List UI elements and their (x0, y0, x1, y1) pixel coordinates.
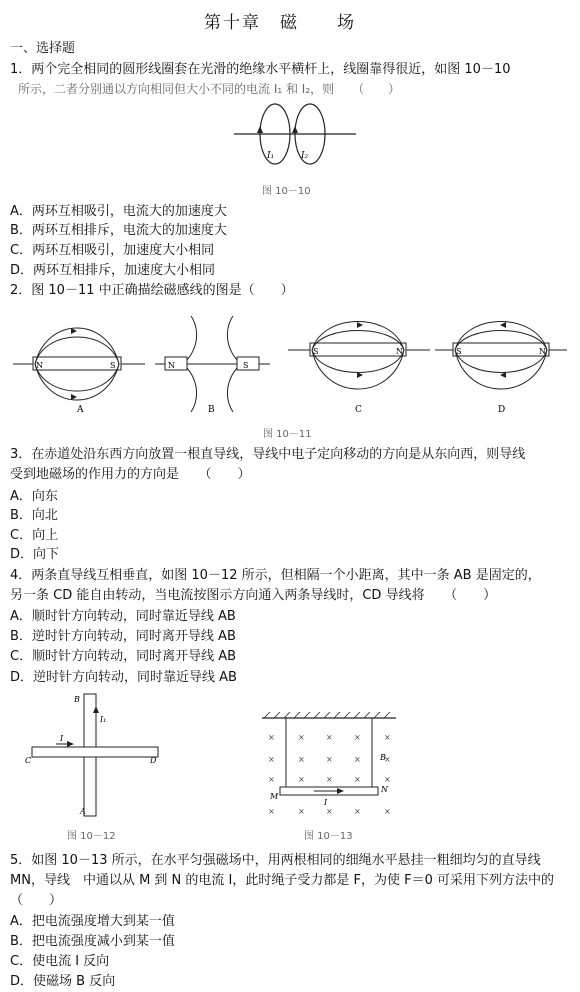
svg-text:×: × (298, 755, 305, 764)
fig10-13-hatch (264, 712, 390, 718)
figure-10-13 (258, 712, 400, 824)
fig10-13-label-i: I (324, 798, 328, 807)
panel-a-arrow (71, 394, 77, 400)
svg-text:×: × (298, 775, 305, 784)
panel-a-pole-left: N (36, 361, 43, 370)
fig10-12-label-a: A (80, 807, 86, 816)
section-heading: 一、选择题 (10, 41, 76, 56)
panel-a-pole-right: S (110, 361, 116, 370)
q4-option-b: B．逆时针方向转动，同时离开导线 AB (10, 629, 236, 644)
panel-c-label: C (355, 405, 362, 415)
panel-a-arrow (71, 328, 77, 334)
panel-a-magnet (33, 357, 121, 370)
q1-stem-line1: 1．两个完全相同的圆形线圈套在光滑的绝缘水平横杆上，线圈靠得很近，如图 10－10 (10, 62, 511, 77)
fig10-12-label-i1: I₁ (100, 715, 107, 724)
figure-10-11 (5, 310, 570, 422)
fig10-12-arrowhead-i (67, 741, 74, 747)
panel-c-pole-left: S (313, 347, 319, 356)
q3-option-d: D．向下 (10, 547, 60, 562)
panel-c-magnet (310, 343, 406, 356)
figure-10-10 (230, 100, 360, 180)
panel-a-label: A (77, 405, 84, 415)
q5-stem-line3: （ ） (10, 893, 63, 908)
q5-option-a: A．把电流强度增大到某一值 (10, 914, 175, 929)
panel-c-pole-right: N (396, 347, 403, 356)
page-title: 第十章 磁 场 (204, 13, 356, 33)
fig10-13-label-m: M (270, 792, 279, 801)
svg-text:×: × (384, 807, 391, 816)
svg-text:×: × (298, 733, 305, 742)
fig10-11-panel-c (288, 322, 430, 416)
q3-option-a: A．向东 (10, 489, 58, 504)
panel-b-line (227, 368, 237, 412)
svg-text:×: × (384, 733, 391, 742)
panel-b-pole-right: S (243, 361, 249, 370)
q1-option-b: B．两环互相排斥，电流大的加速度大 (10, 223, 227, 238)
q4-option-d: D．逆时针方向转动，同时靠近导线 AB (10, 670, 237, 685)
q1-stem-line2: 所示，二者分别通以方向相同但大小不同的电流 I₁ 和 I₂，则 （ ） (18, 82, 401, 96)
q4-option-c: C．顺时针方向转动，同时离开导线 AB (10, 649, 237, 664)
fig10-10-label-i1: I₁ (267, 151, 275, 161)
q3-option-b: B．向北 (10, 508, 58, 523)
fig10-12-label-c: C (25, 756, 32, 765)
svg-text:×: × (326, 733, 333, 742)
svg-text:×: × (298, 807, 305, 816)
svg-text:×: × (268, 755, 275, 764)
fig10-10-label-i2: I₂ (301, 151, 309, 161)
q3-stem-line1: 3．在赤道处沿东西方向放置一根直导线，导线中电子定向移动的方向是从东向西，则导线 (10, 447, 526, 462)
svg-text:×: × (354, 807, 361, 816)
panel-b-line (227, 316, 237, 360)
panel-d-label: D (498, 405, 506, 415)
svg-text:×: × (354, 755, 361, 764)
panel-d-pole-right: N (539, 347, 546, 356)
q3-option-c: C．向上 (10, 528, 59, 543)
q4-stem-line2: 另一条 CD 能自由转动，当电流按图示方向通入两条导线时，CD 导线将 （ ） (10, 588, 497, 603)
fig10-13-label-n: N (381, 785, 388, 794)
svg-text:×: × (268, 807, 275, 816)
fig10-10-arrow-2 (292, 126, 298, 133)
fig10-12-label-i: I (60, 734, 64, 743)
panel-b-line (187, 368, 197, 412)
q1-option-c: C．两环互相吸引，加速度大小相同 (10, 243, 215, 258)
fig10-11-panel-b (155, 316, 270, 415)
q1-option-a: A．两环互相吸引，电流大的加速度大 (10, 204, 227, 219)
panel-d-magnet (453, 343, 549, 356)
svg-text:×: × (384, 755, 391, 764)
q3-stem-line2: 受到地磁场的作用力的方向是 （ ） (10, 467, 251, 482)
panel-d-arrow (500, 322, 506, 328)
fig10-12-label-b: B (74, 695, 80, 704)
svg-text:×: × (268, 733, 275, 742)
panel-b-line (187, 316, 197, 360)
fig10-11-panel-a (13, 328, 145, 415)
panel-c-arrow (357, 322, 363, 328)
svg-text:×: × (354, 733, 361, 742)
svg-text:×: × (326, 775, 333, 784)
q5-option-d: D．使磁场 B 反向 (10, 974, 116, 989)
q4-option-a: A．顺时针方向转动，同时靠近导线 AB (10, 609, 236, 624)
q2-stem: 2．图 10－11 中正确描绘磁感线的图是（ ） (10, 283, 294, 298)
q5-stem-line2: MN，导线 中通以从 M 到 N 的电流 I，此时绳子受力都是 F，为使 F＝0 可采用下列方法中的 (10, 873, 555, 888)
fig10-13-label-b: B (380, 753, 386, 762)
fig10-11-caption: 图 10－11 (263, 429, 312, 440)
svg-text:×: × (384, 775, 391, 784)
q5-option-b: B．把电流强度减小到某一值 (10, 934, 175, 949)
fig10-12-wire-cd (32, 747, 158, 757)
fig10-10-caption: 图 10－10 (262, 186, 311, 197)
fig10-10-arrow-1 (257, 126, 263, 133)
fig10-11-panel-d (435, 322, 567, 416)
panel-b-label: B (208, 405, 215, 415)
q5-stem-line1: 5．如图 10－13 所示，在水平匀强磁场中，用两根相同的细绳水平悬挂一粗细均匀的直导线 (10, 853, 541, 868)
q4-stem-line1: 4．两条直导线互相垂直，如图 10－12 所示，但相隔一个小距离，其中一条 AB 是固定的， (10, 568, 541, 583)
fig10-12-label-d: D (150, 756, 157, 765)
fig10-12-caption: 图 10－12 (67, 831, 116, 842)
q5-option-c: C．使电流 I 反向 (10, 954, 110, 969)
fig10-13-caption: 图 10－13 (304, 831, 353, 842)
svg-text:×: × (326, 807, 333, 816)
svg-text:×: × (268, 775, 275, 784)
svg-text:×: × (354, 775, 361, 784)
panel-b-pole-left: N (168, 361, 175, 370)
panel-d-pole-left: S (456, 347, 462, 356)
figure-10-12 (22, 690, 167, 825)
svg-text:×: × (326, 755, 333, 764)
q1-option-d: D．两环互相排斥，加速度大小相同 (10, 263, 216, 278)
